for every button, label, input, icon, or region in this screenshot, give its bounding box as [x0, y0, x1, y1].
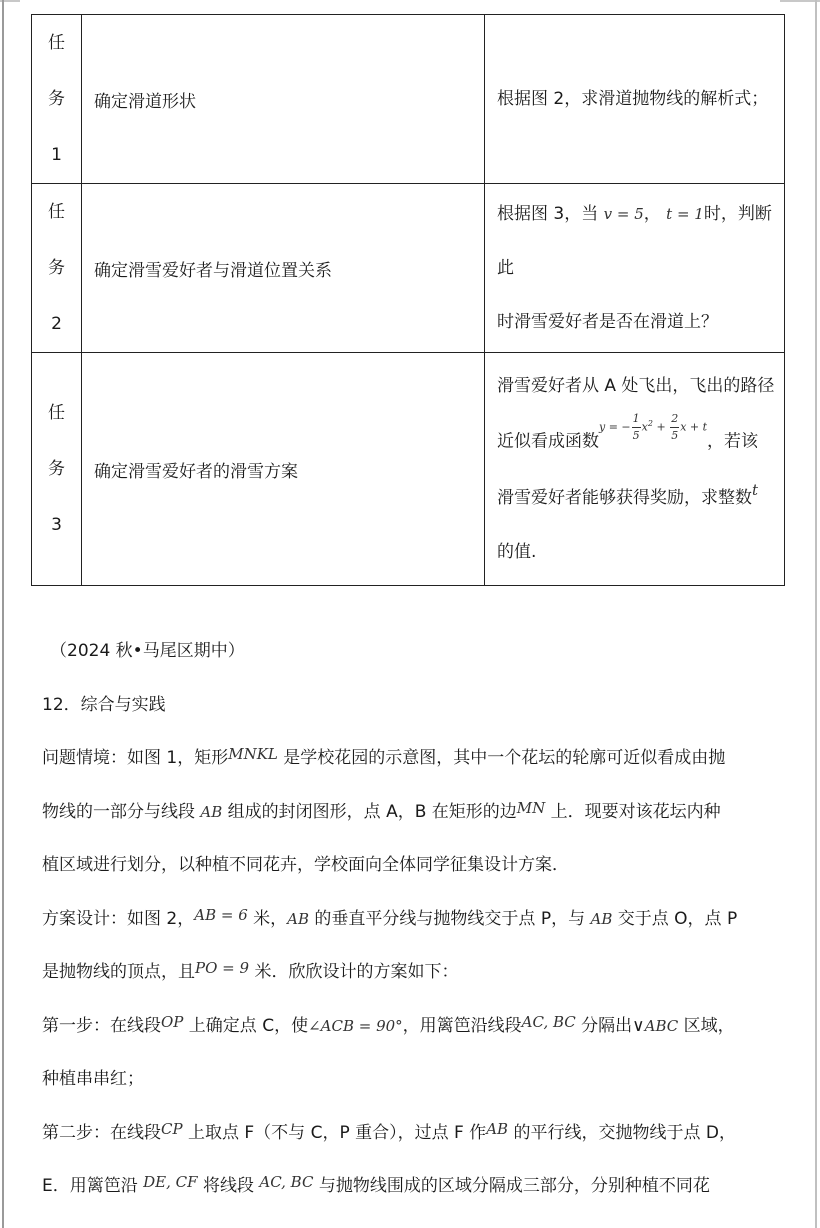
formula-x: x: [641, 420, 648, 434]
text: 第二步：在线段: [42, 1122, 161, 1143]
text: 方案设计：如图 2，: [42, 908, 195, 929]
math-ab-equals: AB = 6: [194, 905, 248, 924]
text: 组成的封闭图形，点 A，B 在矩形的边: [227, 801, 517, 822]
text: 的平行线，交抛物线于点 D，: [513, 1122, 736, 1143]
denominator: 5: [632, 429, 640, 443]
math-angle-acb: ∠ACB = 90°: [308, 1016, 403, 1035]
desc-text: 时，判断此: [497, 204, 772, 278]
task-number-char: 任: [48, 202, 65, 222]
text: 分隔出∨: [581, 1015, 645, 1036]
desc-text: ，若该: [707, 431, 759, 452]
task-name-cell: 确定滑雪爱好者的滑雪方案: [82, 353, 485, 586]
task-desc-cell: 根据图 2，求滑道抛物线的解析式；: [485, 15, 785, 184]
math-ab: AB: [590, 909, 613, 928]
question-title: 12．综合与实践: [42, 694, 166, 715]
text: E．用篱笆沿: [42, 1176, 138, 1196]
task-number-cell: [32, 184, 82, 353]
text-line: [42, 893, 787, 947]
math-ab: AB: [200, 802, 223, 821]
task-name-cell: 确定滑雪爱好者与滑道位置关系: [82, 184, 485, 353]
formula-exponent: 2: [647, 419, 653, 429]
math-ac-bc: AC, BC: [259, 1173, 314, 1191]
text: 交于点 O，点 P: [617, 908, 738, 929]
text: 问题情境：如图 1，矩形: [42, 748, 229, 768]
math-mn: MN: [516, 798, 546, 817]
desc-text: 的值.: [497, 541, 537, 562]
task-row-1: [32, 15, 785, 184]
text: 是抛物线的顶点，且: [42, 962, 195, 982]
page-top-edge: [0, 0, 820, 12]
math-op: OP: [161, 1012, 184, 1031]
text: 上确定点 C，使: [188, 1015, 309, 1036]
text-line: [42, 732, 787, 786]
task-number-char: 任: [48, 403, 65, 423]
task-number-char: 3: [51, 515, 62, 535]
question-body: [42, 625, 787, 1214]
source-line: [42, 625, 787, 679]
text-line: [42, 1000, 787, 1054]
math-t-equals: t = 1: [666, 205, 704, 223]
math-de-cf: DE, CF: [143, 1173, 198, 1191]
math-t: t: [752, 480, 759, 499]
fraction: [670, 411, 679, 444]
math-v-equals: v = 5: [603, 205, 644, 223]
formula-lhs: y = −: [599, 420, 631, 434]
desc-text: 时滑雪爱好者是否在滑道上？: [497, 312, 718, 332]
task-desc-cell: [485, 184, 785, 353]
task-table: [31, 14, 785, 586]
denominator: 5: [671, 429, 679, 443]
text-line: [42, 1160, 787, 1214]
formula-plus: +: [656, 420, 666, 434]
math-ab: AB: [486, 1119, 509, 1138]
task-number-char: 2: [51, 314, 62, 334]
math-po-equals: PO = 9: [195, 959, 250, 977]
task-number-char: 任: [48, 33, 65, 53]
text: 与抛物线围成的区域分隔成三部分，分别种植不同花: [318, 1176, 710, 1196]
text: 上取点 F（不与 C，P 重合），过点 F 作: [187, 1122, 487, 1143]
desc-text: 近似看成函数: [497, 431, 599, 452]
task-row-3: [32, 353, 785, 586]
text: 是学校花园的示意图，其中一个花坛的轮廓可近似看成由抛: [283, 748, 726, 768]
desc-text: 滑雪爱好者能够获得奖励，求整数: [497, 487, 752, 508]
math-abc: ABC: [644, 1016, 679, 1035]
task-row-2: [32, 184, 785, 353]
function-formula: [599, 397, 707, 455]
source-text: （2024 秋•马尾区期中）: [50, 641, 245, 661]
task-number-char: 务: [48, 89, 65, 109]
text: 区域，: [683, 1015, 735, 1036]
math-ab: AB: [287, 909, 310, 928]
formula-tail: x + t: [680, 420, 708, 434]
task-number-cell: [32, 353, 82, 586]
page-right-edge: [815, 0, 817, 1228]
page-left-edge: [2, 0, 4, 1228]
task-number-char: 务: [48, 459, 65, 479]
text: ，用篱笆沿线段: [402, 1015, 522, 1036]
numerator: 1: [632, 411, 641, 428]
task-name-cell: 确定滑道形状: [82, 15, 485, 184]
task-number-char: 务: [48, 258, 65, 278]
numerator: 2: [670, 411, 679, 428]
text-line: [42, 786, 787, 840]
math-cp: CP: [161, 1119, 183, 1138]
task-desc-cell: [485, 353, 785, 586]
text-line: [42, 1107, 787, 1161]
desc-text: 根据图 3，当: [497, 204, 599, 224]
text: 的垂直平分线与抛物线交于点 P，与: [314, 908, 586, 929]
text: 上．现要对该花坛内种: [550, 801, 721, 822]
text-line: 种植串串红；: [42, 1069, 144, 1089]
task-number-char: 1: [51, 145, 62, 165]
fraction: [632, 411, 641, 444]
text-line: [42, 946, 787, 1000]
math-mnkl: MNKL: [228, 745, 278, 763]
text-line: 植区域进行划分，以种植不同花卉，学校面向全体同学征集设计方案．: [42, 855, 569, 875]
desc-text: ，: [643, 204, 661, 224]
task-number-cell: [32, 15, 82, 184]
text: 米，: [253, 908, 288, 929]
text: 米．欣欣设计的方案如下：: [254, 962, 459, 982]
text: 物线的一部分与线段: [42, 801, 195, 822]
text: 将线段: [202, 1176, 254, 1196]
math-ac-bc: AC, BC: [521, 1012, 576, 1031]
desc-text: 滑雪爱好者从 A 处飞出，飞出的路径: [497, 376, 775, 397]
text: 第一步：在线段: [42, 1015, 161, 1036]
